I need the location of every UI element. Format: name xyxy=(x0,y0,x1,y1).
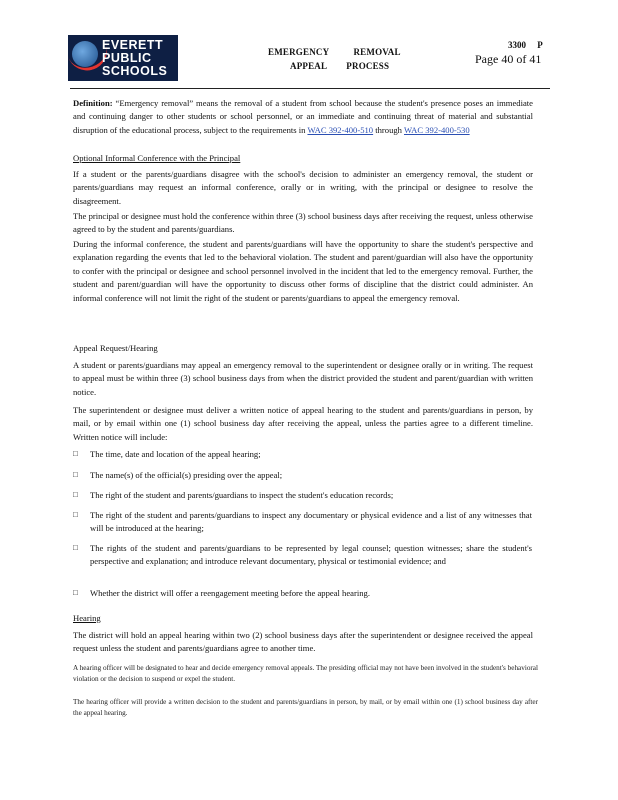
logo-line-2: PUBLIC xyxy=(102,51,152,65)
definition-label: Definition: xyxy=(73,98,113,108)
hearing-paragraph-3: The hearing officer will provide a written decision to the student and parents/guardians in person, by mail, or by email within one (1) school business day after the appeal hearing. xyxy=(73,698,538,717)
bullet-icon: □ xyxy=(73,490,78,499)
page-number: Page 40 of 41 xyxy=(475,52,542,66)
notice-item-1: The time, date and location of the appeal hearing; xyxy=(90,449,261,459)
wac-530-link[interactable]: WAC 392-400-530 xyxy=(403,124,470,135)
informal-conference-heading: Optional Informal Conference with the Principal xyxy=(73,153,241,163)
informal-paragraph-2: The principal or designee must hold the conference within three (3) school business days after receiving the request, unless otherwise agreed to by the student and parents/guardians. xyxy=(73,211,533,235)
header-rule xyxy=(70,88,550,89)
definition-text: “Emergency removal” means the removal of a student from school because the student's presence poses an immediate and continuing danger to other students or school personnel, or an immediate and continuing threat of material and substantial disruption of the educational process, subject to the requirements in xyxy=(73,98,533,135)
bullet-icon: □ xyxy=(73,510,78,519)
bullet-icon: □ xyxy=(73,449,78,458)
hearing-heading: Hearing xyxy=(73,613,101,623)
informal-paragraph-1: If a student or the parents/guardians disagree with the school's decision to administer an emergency removal, the student or parents/guardians may request an informal conference, orally or in writing, with the principal or designee to resolve the disagreement. xyxy=(73,169,533,206)
logo-line-1: EVERETT xyxy=(102,38,164,52)
notice-item-2: The name(s) of the official(s) presiding over the appeal; xyxy=(90,470,283,480)
wac-510-link[interactable]: WAC 392-400-510 xyxy=(307,124,374,135)
informal-paragraph-3: During the informal conference, the student and parents/guardians will have the opportunity to share the student's perspective and explanation regarding the events that led to the behavioral violation. The student and parent/guardian will also have the opportunity to confer with the principal or designee and school personnel involved in the incident that led to the emergency removal. Further, the student and parent/guardian will have the opportunity to discuss other forms of discipline that the district could administer. An informal conference will not limit the right of the student or parents/guardians to appeal the emergency removal. xyxy=(73,239,533,303)
appeal-paragraph-2: The superintendent or designee must deliver a written notice of appeal hearing to the student and parents/guardians in person, by mail, or by email within one (1) school business day after receiving the appeal, unless the parties agree to a different timeline. Written notice will include: xyxy=(73,405,533,442)
definition-through: through xyxy=(373,124,404,135)
bullet-icon: □ xyxy=(73,543,78,552)
hearing-paragraph-1: The district will hold an appeal hearing within two (2) school business days after the superintendent or designee received the appeal request unless the student and parents/guardians agree to another time. xyxy=(73,630,533,654)
hearing-paragraph-2: A hearing officer will be designated to hear and decide emergency removal appeals. The presiding official may not have been involved in the student's behavioral violation or the decision to suspend or expel the student. xyxy=(73,664,538,683)
policy-code: 3300 P xyxy=(508,40,543,50)
notice-item-3: The right of the student and parents/guardians to inspect the student's education records; xyxy=(90,490,394,500)
notice-item-6: Whether the district will offer a reengagement meeting before the appeal hearing. xyxy=(90,588,370,598)
notice-item-5: The rights of the student and parents/guardians to be represented by legal counsel; question witnesses; share the student's perspective and explanation; and introduce relevant documentary, physical or testimonial evidence; and xyxy=(90,543,532,567)
appeal-paragraph-1: A student or parents/guardians may appeal an emergency removal to the superintendent or designee orally or in writing. The request to appeal must be within three (3) school business days from when the district provided the student and parent/guardian with written notice. xyxy=(73,360,533,397)
appeal-heading: Appeal Request/Hearing xyxy=(73,343,158,353)
logo-line-3: SCHOOLS xyxy=(102,64,168,78)
doc-title-line-1: EMERGENCY REMOVAL xyxy=(268,47,401,57)
notice-item-4: The right of the student and parents/guardians to inspect any documentary or physical evidence and a list of any witnesses that will be introduced at the hearing; xyxy=(90,510,532,534)
definition-paragraph xyxy=(73,97,533,137)
bullet-icon: □ xyxy=(73,588,78,597)
district-logo xyxy=(68,35,178,81)
doc-title-line-2: APPEAL PROCESS xyxy=(290,61,390,71)
bullet-icon: □ xyxy=(73,470,78,479)
